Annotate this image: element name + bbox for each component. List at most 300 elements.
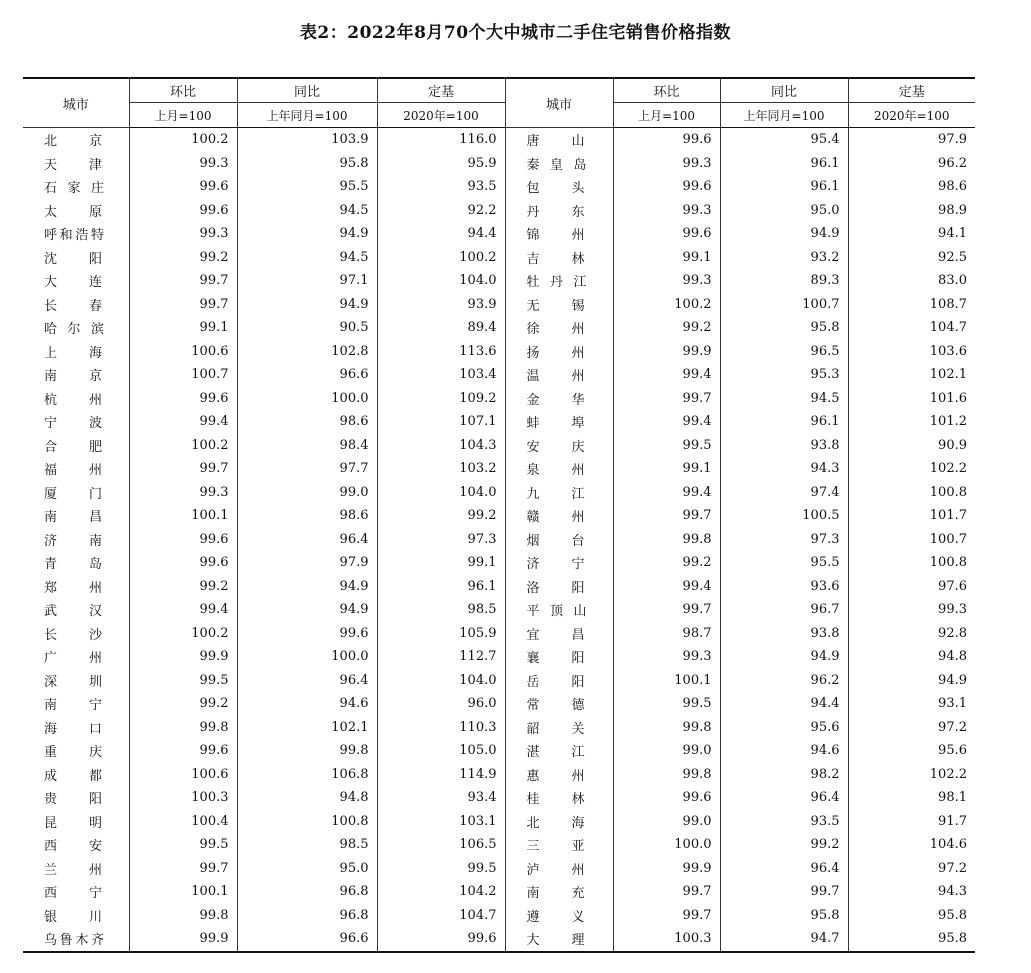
tb-value-right: 96.1	[720, 152, 848, 176]
table-row	[23, 410, 975, 434]
hb-value-right: 99.6	[613, 175, 720, 199]
tb-value-right: 93.2	[720, 246, 848, 270]
tb-value-right: 100.5	[720, 504, 848, 528]
table-row	[23, 434, 975, 458]
tb-value-left: 95.0	[237, 857, 377, 881]
city-label: 大理	[526, 933, 585, 949]
table-row	[23, 927, 975, 952]
dj-value-left: 93.5	[377, 175, 505, 199]
header-hb-right: 环比	[613, 78, 720, 103]
dj-value-left: 114.9	[377, 763, 505, 787]
dj-value-left: 105.9	[377, 622, 505, 646]
tb-value-right: 94.9	[720, 222, 848, 246]
city-name-left	[23, 692, 129, 716]
hb-value-left: 99.7	[129, 269, 237, 293]
table-row	[23, 904, 975, 928]
tb-value-left: 102.1	[237, 716, 377, 740]
dj-value-left: 94.4	[377, 222, 505, 246]
hb-value-left: 99.5	[129, 669, 237, 693]
tb-value-left: 96.8	[237, 904, 377, 928]
city-label: 安庆	[526, 439, 585, 455]
tb-value-left: 94.9	[237, 598, 377, 622]
city-label: 烟台	[526, 533, 585, 549]
dj-value-right: 97.2	[848, 857, 975, 881]
city-name-right	[505, 316, 613, 340]
tb-value-right: 96.4	[720, 857, 848, 881]
hb-value-left: 100.2	[129, 434, 237, 458]
dj-value-left: 116.0	[377, 128, 505, 152]
dj-value-right: 96.2	[848, 152, 975, 176]
header-hb-sub-left: 上月=100	[129, 103, 237, 128]
dj-value-right: 97.2	[848, 716, 975, 740]
dj-value-right: 101.6	[848, 387, 975, 411]
table-row	[23, 246, 975, 270]
hb-value-right: 99.3	[613, 199, 720, 223]
tb-value-right: 95.8	[720, 316, 848, 340]
hb-value-right: 99.7	[613, 387, 720, 411]
dj-value-right: 83.0	[848, 269, 975, 293]
hb-value-left: 99.7	[129, 457, 237, 481]
city-name-right	[505, 199, 613, 223]
city-name-right	[505, 833, 613, 857]
city-label: 金华	[526, 392, 585, 408]
city-name-right	[505, 575, 613, 599]
city-name-left	[23, 199, 129, 223]
hb-value-left: 99.6	[129, 528, 237, 552]
tb-value-right: 95.4	[720, 128, 848, 152]
hb-value-left: 100.2	[129, 622, 237, 646]
tb-value-right: 94.7	[720, 927, 848, 952]
city-name-right	[505, 669, 613, 693]
hb-value-right: 100.0	[613, 833, 720, 857]
tb-value-right: 94.6	[720, 739, 848, 763]
table-row	[23, 739, 975, 763]
city-name-left	[23, 340, 129, 364]
city-name-left	[23, 504, 129, 528]
tb-value-right: 89.3	[720, 269, 848, 293]
tb-value-left: 96.6	[237, 927, 377, 952]
tb-value-right: 94.3	[720, 457, 848, 481]
table-row	[23, 692, 975, 716]
dj-value-right: 97.9	[848, 128, 975, 152]
dj-value-right: 91.7	[848, 810, 975, 834]
hb-value-right: 99.3	[613, 269, 720, 293]
dj-value-right: 100.7	[848, 528, 975, 552]
dj-value-right: 99.3	[848, 598, 975, 622]
city-label: 无锡	[526, 298, 585, 314]
tb-value-right: 96.4	[720, 786, 848, 810]
tb-value-left: 96.4	[237, 528, 377, 552]
city-name-right	[505, 904, 613, 928]
city-label: 宜昌	[526, 627, 585, 643]
hb-value-left: 99.8	[129, 716, 237, 740]
city-name-right	[505, 175, 613, 199]
tb-value-right: 94.4	[720, 692, 848, 716]
city-name-left	[23, 857, 129, 881]
hb-value-left: 99.2	[129, 246, 237, 270]
city-name-left	[23, 434, 129, 458]
hb-value-right: 100.1	[613, 669, 720, 693]
table-row	[23, 222, 975, 246]
city-name-right	[505, 528, 613, 552]
dj-value-left: 100.2	[377, 246, 505, 270]
hb-value-right: 99.5	[613, 434, 720, 458]
dj-value-left: 112.7	[377, 645, 505, 669]
tb-value-right: 93.6	[720, 575, 848, 599]
hb-value-right: 99.0	[613, 810, 720, 834]
city-label: 泸州	[526, 862, 585, 878]
tb-value-left: 94.6	[237, 692, 377, 716]
dj-value-right: 90.9	[848, 434, 975, 458]
city-name-right	[505, 363, 613, 387]
table-row	[23, 528, 975, 552]
table-row	[23, 504, 975, 528]
city-name-left	[23, 598, 129, 622]
city-label: 重庆	[44, 745, 102, 761]
table-row	[23, 598, 975, 622]
table-row	[23, 128, 975, 152]
table-row	[23, 387, 975, 411]
dj-value-right: 95.8	[848, 904, 975, 928]
city-label: 深圳	[44, 674, 102, 690]
dj-value-right: 108.7	[848, 293, 975, 317]
city-name-right	[505, 481, 613, 505]
tb-value-left: 99.0	[237, 481, 377, 505]
table-row	[23, 269, 975, 293]
city-label: 平顶山	[526, 604, 587, 620]
dj-value-right: 101.7	[848, 504, 975, 528]
tb-value-left: 95.8	[237, 152, 377, 176]
hb-value-left: 99.6	[129, 199, 237, 223]
table-row	[23, 199, 975, 223]
tb-value-right: 93.8	[720, 434, 848, 458]
city-label: 上海	[44, 345, 102, 361]
dj-value-right: 93.1	[848, 692, 975, 716]
city-name-left	[23, 481, 129, 505]
tb-value-left: 94.9	[237, 293, 377, 317]
tb-value-right: 97.4	[720, 481, 848, 505]
table-row	[23, 293, 975, 317]
hb-value-right: 99.8	[613, 528, 720, 552]
hb-value-right: 99.7	[613, 904, 720, 928]
tb-value-left: 106.8	[237, 763, 377, 787]
dj-value-right: 102.2	[848, 763, 975, 787]
city-name-left	[23, 363, 129, 387]
city-label: 乌鲁木齐	[44, 933, 104, 949]
city-label: 温州	[526, 369, 585, 385]
hb-value-right: 99.4	[613, 575, 720, 599]
city-name-left	[23, 152, 129, 176]
city-label: 成都	[44, 768, 102, 784]
dj-value-right: 104.6	[848, 833, 975, 857]
dj-value-left: 104.3	[377, 434, 505, 458]
city-label: 长春	[44, 298, 102, 314]
tb-value-right: 94.9	[720, 645, 848, 669]
city-name-right	[505, 246, 613, 270]
table-row	[23, 575, 975, 599]
hb-value-right: 100.3	[613, 927, 720, 952]
city-label: 遵义	[526, 909, 585, 925]
city-label: 大连	[44, 275, 102, 291]
hb-value-right: 99.1	[613, 457, 720, 481]
city-name-right	[505, 857, 613, 881]
dj-value-right: 95.6	[848, 739, 975, 763]
dj-value-right: 103.6	[848, 340, 975, 364]
city-name-left	[23, 387, 129, 411]
hb-value-right: 99.8	[613, 716, 720, 740]
tb-value-left: 97.9	[237, 551, 377, 575]
hb-value-left: 99.7	[129, 857, 237, 881]
page-title: 表2：2022年8月70个大中城市二手住宅销售价格指数	[299, 23, 732, 43]
city-label: 福州	[44, 463, 102, 479]
table-row	[23, 363, 975, 387]
dj-value-right: 98.6	[848, 175, 975, 199]
dj-value-left: 105.0	[377, 739, 505, 763]
header-tb-left: 同比	[237, 78, 377, 103]
city-name-left	[23, 575, 129, 599]
city-name-right	[505, 457, 613, 481]
city-name-left	[23, 810, 129, 834]
tb-value-left: 103.9	[237, 128, 377, 152]
table-row	[23, 316, 975, 340]
hb-value-right: 99.6	[613, 128, 720, 152]
header-dj-left: 定基	[377, 78, 505, 103]
city-name-right	[505, 645, 613, 669]
table-row	[23, 481, 975, 505]
city-label: 韶关	[526, 721, 585, 737]
header-city-left: 城市	[23, 78, 129, 128]
hb-value-right: 99.3	[613, 152, 720, 176]
hb-value-right: 99.2	[613, 316, 720, 340]
tb-value-left: 99.6	[237, 622, 377, 646]
city-name-right	[505, 269, 613, 293]
tb-value-left: 98.5	[237, 833, 377, 857]
city-label: 宁波	[44, 416, 102, 432]
tb-value-left: 94.5	[237, 246, 377, 270]
tb-value-left: 94.9	[237, 222, 377, 246]
dj-value-left: 104.0	[377, 669, 505, 693]
tb-value-right: 96.5	[720, 340, 848, 364]
city-name-right	[505, 551, 613, 575]
city-name-right	[505, 340, 613, 364]
city-label: 石家庄	[44, 181, 104, 197]
city-label: 秦皇岛	[526, 157, 587, 173]
dj-value-right: 92.5	[848, 246, 975, 270]
city-label: 天津	[44, 157, 102, 173]
hb-value-left: 100.6	[129, 763, 237, 787]
city-label: 海口	[44, 721, 102, 737]
header-tb-right: 同比	[720, 78, 848, 103]
tb-value-right: 95.5	[720, 551, 848, 575]
dj-value-right: 102.1	[848, 363, 975, 387]
hb-value-left: 99.6	[129, 387, 237, 411]
table-row	[23, 716, 975, 740]
hb-value-right: 99.9	[613, 857, 720, 881]
tb-value-left: 97.1	[237, 269, 377, 293]
tb-value-right: 98.2	[720, 763, 848, 787]
city-name-right	[505, 222, 613, 246]
tb-value-right: 93.5	[720, 810, 848, 834]
city-name-right	[505, 387, 613, 411]
city-name-left	[23, 246, 129, 270]
city-name-left	[23, 833, 129, 857]
tb-value-left: 98.6	[237, 504, 377, 528]
hb-value-left: 99.9	[129, 927, 237, 952]
hb-value-right: 99.4	[613, 363, 720, 387]
tb-value-left: 96.8	[237, 880, 377, 904]
table-row	[23, 175, 975, 199]
dj-value-right: 94.3	[848, 880, 975, 904]
city-label: 济南	[44, 533, 102, 549]
city-label: 岳阳	[526, 674, 585, 690]
table-row	[23, 810, 975, 834]
dj-value-left: 92.2	[377, 199, 505, 223]
city-label: 西安	[44, 839, 102, 855]
city-name-left	[23, 222, 129, 246]
hb-value-left: 99.7	[129, 293, 237, 317]
city-name-right	[505, 598, 613, 622]
city-label: 郑州	[44, 580, 102, 596]
header-city-right: 城市	[505, 78, 613, 128]
city-name-right	[505, 152, 613, 176]
city-label: 襄阳	[526, 651, 585, 667]
city-label: 包头	[526, 181, 585, 197]
table-row	[23, 622, 975, 646]
hb-value-left: 100.1	[129, 504, 237, 528]
dj-value-left: 104.0	[377, 481, 505, 505]
city-name-right	[505, 786, 613, 810]
tb-value-right: 95.6	[720, 716, 848, 740]
city-label: 武汉	[44, 604, 102, 620]
hb-value-right: 99.8	[613, 763, 720, 787]
city-label: 兰州	[44, 862, 102, 878]
hb-value-right: 99.7	[613, 598, 720, 622]
hb-value-left: 99.9	[129, 645, 237, 669]
hb-value-right: 99.1	[613, 246, 720, 270]
table-body	[23, 128, 975, 952]
dj-value-left: 109.2	[377, 387, 505, 411]
tb-value-left: 98.6	[237, 410, 377, 434]
tb-value-right: 94.5	[720, 387, 848, 411]
tb-value-left: 90.5	[237, 316, 377, 340]
dj-value-left: 106.5	[377, 833, 505, 857]
city-name-left	[23, 551, 129, 575]
city-name-left	[23, 786, 129, 810]
tb-value-left: 97.7	[237, 457, 377, 481]
table-row	[23, 551, 975, 575]
hb-value-right: 100.2	[613, 293, 720, 317]
city-label: 九江	[526, 486, 585, 502]
city-name-left	[23, 763, 129, 787]
tb-value-right: 99.2	[720, 833, 848, 857]
dj-value-left: 89.4	[377, 316, 505, 340]
dj-value-left: 103.1	[377, 810, 505, 834]
city-name-left	[23, 739, 129, 763]
dj-value-left: 104.2	[377, 880, 505, 904]
city-name-right	[505, 128, 613, 152]
hb-value-left: 99.3	[129, 222, 237, 246]
city-name-left	[23, 669, 129, 693]
city-label: 贵阳	[44, 792, 102, 808]
table-header	[23, 78, 975, 128]
dj-value-right: 92.8	[848, 622, 975, 646]
city-label: 太原	[44, 204, 102, 220]
hb-value-left: 99.3	[129, 481, 237, 505]
city-name-left	[23, 927, 129, 952]
hb-value-right: 99.4	[613, 481, 720, 505]
hb-value-right: 99.5	[613, 692, 720, 716]
hb-value-left: 99.5	[129, 833, 237, 857]
price-index-table	[23, 77, 975, 953]
tb-value-right: 100.7	[720, 293, 848, 317]
city-name-right	[505, 622, 613, 646]
dj-value-left: 103.2	[377, 457, 505, 481]
city-label: 蚌埠	[526, 416, 585, 432]
hb-value-right: 99.2	[613, 551, 720, 575]
tb-value-right: 95.3	[720, 363, 848, 387]
city-label: 南充	[526, 886, 585, 902]
dj-value-left: 99.2	[377, 504, 505, 528]
tb-value-left: 100.0	[237, 645, 377, 669]
table-row	[23, 457, 975, 481]
hb-value-right: 98.7	[613, 622, 720, 646]
city-name-right	[505, 763, 613, 787]
tb-value-left: 100.0	[237, 387, 377, 411]
tb-value-right: 95.8	[720, 904, 848, 928]
table-row	[23, 857, 975, 881]
hb-value-right: 99.3	[613, 645, 720, 669]
dj-value-right: 94.8	[848, 645, 975, 669]
city-name-right	[505, 810, 613, 834]
city-label: 洛阳	[526, 580, 585, 596]
city-label: 牡丹江	[526, 275, 587, 291]
dj-value-left: 99.5	[377, 857, 505, 881]
tb-value-left: 99.8	[237, 739, 377, 763]
city-name-left	[23, 528, 129, 552]
city-name-right	[505, 410, 613, 434]
city-name-right	[505, 504, 613, 528]
tb-value-left: 94.5	[237, 199, 377, 223]
dj-value-left: 93.9	[377, 293, 505, 317]
tb-value-left: 96.6	[237, 363, 377, 387]
city-label: 长沙	[44, 627, 102, 643]
hb-value-left: 99.2	[129, 575, 237, 599]
header-dj-right: 定基	[848, 78, 975, 103]
hb-value-left: 100.3	[129, 786, 237, 810]
hb-value-left: 99.1	[129, 316, 237, 340]
tb-value-left: 95.5	[237, 175, 377, 199]
dj-value-left: 103.4	[377, 363, 505, 387]
city-label: 昆明	[44, 815, 102, 831]
dj-value-right: 104.7	[848, 316, 975, 340]
tb-value-left: 96.4	[237, 669, 377, 693]
city-name-left	[23, 316, 129, 340]
city-label: 厦门	[44, 486, 102, 502]
city-label: 北京	[44, 134, 102, 150]
city-label: 唐山	[526, 134, 585, 150]
city-label: 合肥	[44, 439, 102, 455]
dj-value-left: 95.9	[377, 152, 505, 176]
city-name-right	[505, 880, 613, 904]
city-name-left	[23, 269, 129, 293]
hb-value-right: 99.4	[613, 410, 720, 434]
city-label: 吉林	[526, 251, 585, 267]
city-name-left	[23, 880, 129, 904]
city-label: 泉州	[526, 463, 585, 479]
tb-value-right: 99.7	[720, 880, 848, 904]
city-name-right	[505, 739, 613, 763]
hb-value-right: 99.0	[613, 739, 720, 763]
